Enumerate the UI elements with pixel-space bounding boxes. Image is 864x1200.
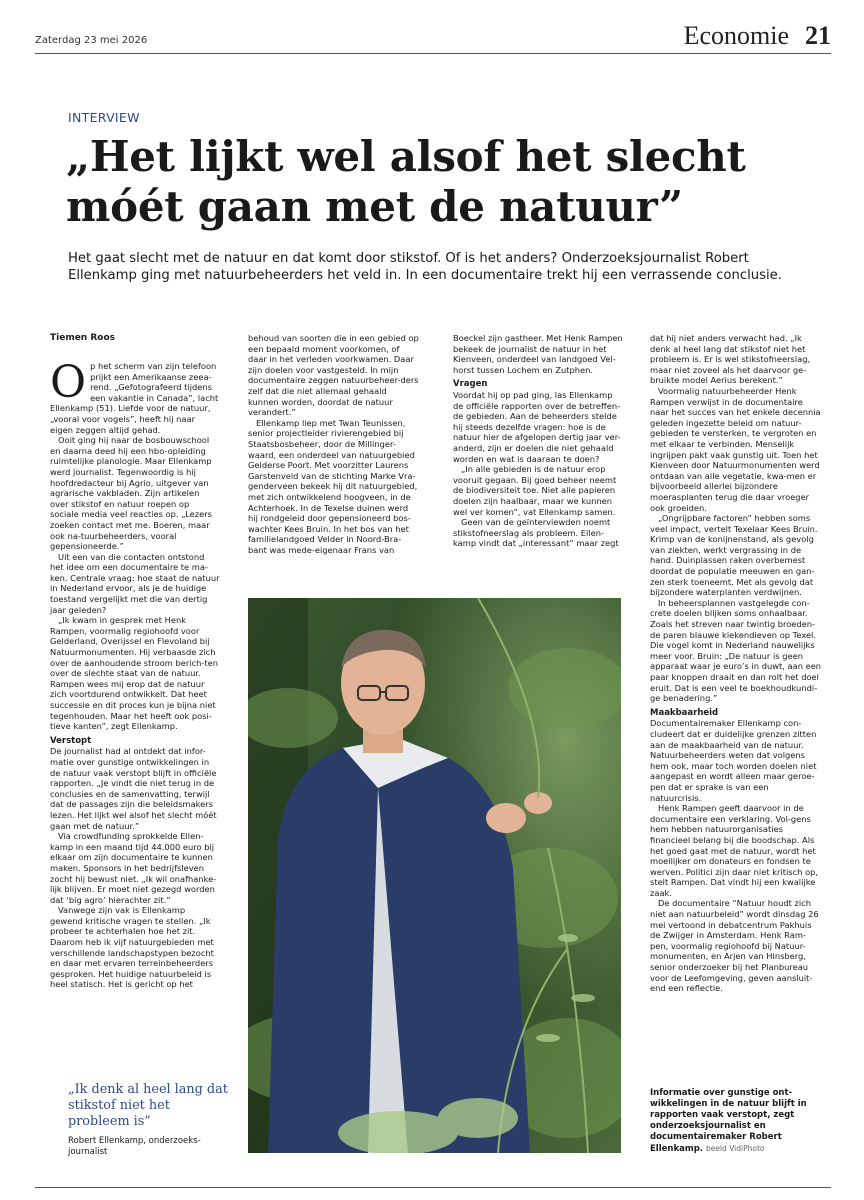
pull-quote-attribution: Robert Ellenkamp, onderzoeks-journalist	[68, 1136, 201, 1157]
paragraph: Ellenkamp liep met Twan Teunissen, senior projectleider rivierengebied bij Staatsbosbeheer, door de Millinger-waard, een onderdeel van natuurgebied Gelderse Poort. Met voorzitter Laurens Garstenveld van de stichting Marke Vra-genderveen bekeek hij dit natuurgebied, met zich ontwikkelend hoogveen, in de Achterhoek. In de Texelse duinen werd hij rondgeleid door gepensioneerd bos-wachter Kees Bruin. In het bos van het familielandgoed Velder in Noord-Bra-bant was mede-eigenaar Frans van	[248, 417, 418, 555]
paragraph: „Ik kwam in gesprek met Henk Rampen, voormalig regiohoofd voor Gelderland, Overijssel en Flevoland bij Natuurmonumenten. Hij verbaasde zich over de aanhoudende stroom berich-ten over de slechte staat van de natuur. Rampen wees mij erop dat de natuur zich voortdurend ontwikkelt. Dat heet successie en dit proces kun je bijna niet tegenhouden. Maar het heeft ook posi-tieve kanten”, zegt Ellenkamp.	[50, 615, 218, 732]
paragraph: Ooit ging hij naar de bosbouwschool en daarna deed hij een hbo-opleiding ruimtelijke planologie. Maar Ellenkamp werd journalist. Tegenwoordig is hij hoofdredacteur bij Agrio, uitgever van agrarische vakbladen. Zijn artikelen over stikstof en natuur roepen op sociale media veel reacties op. „Lezers zoeken contact met me. Boeren, maar ook na-tuurbeheerders, vooral gepensioneerde.”	[50, 435, 212, 552]
paragraph: In beheersplannen vastgelegde con-crete doelen blijken soms onhaalbaar. Zoals het streven naar twintig broeden-de paren blauwe kiekendieven op Texel. Die vogel komt in Nederland nauwelijks meer voor. Bruin: „De natuur is geen apparaat waar je euro’s in duwt, aan een paar knoppen draait en dan rolt het doel eruit. Dat is een veel te boekhoudkundi-ge benadering.”	[650, 597, 822, 704]
author-byline: Tiemen Roos	[50, 333, 116, 343]
bottom-rule	[35, 1187, 831, 1188]
subheading: Vragen	[453, 379, 488, 390]
photo-caption	[650, 1088, 822, 1155]
subheading: Maakbaarheid	[650, 707, 719, 718]
article-kicker: INTERVIEW	[68, 110, 140, 125]
paragraph: De documentaire “Natuur houdt zich niet aan natuurbeleid” wordt dinsdag 26 mei vertoond in debatcentrum Pakhuis de Zwijger in Amsterdam. Henk Ram-pen, voormalig regiohoofd bij Natuur-monumenten, en Arjen van Hinsberg, senior onderzoeker bij het Planbureau voor de Leefomgeving, geven aansluit-end een reflectie.	[650, 898, 819, 994]
drop-cap: O	[50, 357, 87, 408]
caption-text: Informatie over gunstige ont-wikkelingen in de natuur blijft in rapporten vaak verstopt, zegt onderzoeksjournalist en documentairemaker Robert Ellenkamp.	[650, 1088, 807, 1154]
paragraph: behoud van soorten die in een gebied op een bepaald moment voorkomen, of daar in het verleden voorkwamen. Daar zijn doelen voor vastgesteld. In mijn documentaire zeggen natuurbeheer-ders zelf dat die niet allemaal gehaald kunnen worden, doordat de natuur verandert.”	[248, 333, 419, 418]
text-column-2	[248, 333, 420, 555]
paragraph: „Ongrijpbare factoren” hebben soms veel impact, vertelt Texelaar Kees Bruin. Krimp van de konijnenstand, als gevolg van ziekten, werkt vergrassing in de hand. Duinplassen raken overbemest doordat de populatie meeuwen en gan-zen sterk toeneemt. Met als gevolg dat bijzondere waterplanten verdwijnen.	[650, 513, 818, 598]
paragraph: Voormalig natuurbeheerder Henk Rampen verwijst in de documentaire naar het succes van het enkele decennia geleden ingezette beleid om natuur-gebieden te versterken, te vergroten en met elkaar te verbinden. Menselijk ingrijpen pakt vaak gunstig uit. Toen het Kienveen door Natuurmonumenten werd ontdaan van alle vegetatie, kwa-men er bijvoorbeeld allerlei bijzondere moerasplanten terug die daar vroeger ook groeiden.	[650, 385, 821, 513]
photo-credit: beeld VidiPhoto	[705, 1144, 765, 1153]
masthead	[35, 18, 831, 54]
forest-portrait-illustration	[248, 598, 621, 1153]
text-column-1	[50, 357, 220, 990]
paragraph: Op het scherm van zijn telefoon prijkt een Amerikaanse zeea-rend. „Gefotografeerd tijdens een vakantie in Canada”, lacht Ellenkamp (51). Liefde voor de natuur, „vooral voor vogels”, heeft hij naar eigen zeggen altijd gehad.	[50, 357, 219, 435]
paragraph: Vanwege zijn vak is Ellenkamp gewend kritische vragen te stellen. „Ik probeer te achterhalen hoe het zit. Daarom heb ik vijf natuurgebieden met verschillende landschapstypen bezocht en daar met ervaren terreinbeheerders gesproken. Het huidige natuurbeleid is heel statisch. Het is gericht op het	[50, 905, 214, 990]
article-lead: Het gaat slecht met de natuur en dat komt door stikstof. Of is het anders? Onderzoeksjournalist Robert Ellenkamp ging met natuurbeheerders het veld in. In een documentaire trekt hij een verrassende conclusie.	[68, 251, 782, 283]
article-headline: „Het lijkt wel alsof het slecht móét gaan met de natuur”	[66, 132, 746, 231]
text-column-4	[650, 333, 822, 994]
paragraph: Voordat hij op pad ging, las Ellenkamp de officiële rapporten over de betreffen-de gebieden. Aan de beheerders stelde hij steeds dezelfde vragen: hoe is de natuur hier de afgelopen dertig jaar ver-anderd, zijn er doelen die niet gehaald worden en wat is daaraan te doen?	[453, 389, 621, 464]
paragraph: Via crowdfunding sprokkelde Ellen-kamp in een maand tijd 44.000 euro bij elkaar om zijn documentaire te kunnen maken. Sponsors in het bedrijfsleven zocht hij bewust niet. „Ik wil onafhanke-lijk blijven. Er moet niet gezegd worden dat ‘big agro’ hierachter zit.”	[50, 831, 217, 905]
paragraph: Uit een van die contacten ontstond het idee om een documentaire te ma-ken. Centrale vraag: hoe staat de natuur in Nederland ervoor, als je de huidige toestand vergelijkt met die van dertig jaar geleden?	[50, 551, 220, 615]
text-column-3	[453, 333, 623, 549]
subheading: Verstopt	[50, 735, 92, 746]
paragraph: Documentairemaker Ellenkamp con-cludeert dat er duidelijke grenzen zitten aan de maakbaarheid van de natuur. Natuurbeheerders weten dat volgens hem ook, maar toch worden doelen niet aangepast en wordt alleen maar geroe-pen dat er sprake is van een natuurcrisis.	[650, 718, 817, 803]
article-photo	[248, 598, 621, 1153]
paragraph: Henk Rampen geeft daarvoor in de documentaire een verklaring. Vol-gens hem hebben natuurorganisaties financieel belang bij die boodschap. Als het goed gaat met de natuur, wordt het moeilijker om donateurs en fondsen te werven. Politici zijn daar niet kritisch op, stelt Rampen. Dat vindt hij een kwalijke zaak.	[650, 803, 819, 898]
page-number: 21	[805, 21, 831, 50]
paragraph: „In alle gebieden is de natuur erop vooruit gegaan. Bij goed beheer neemt de biodiversiteit toe. Niet alle papieren doelen zijn haalbaar, maar we kunnen wel ver komen”, vat Ellenkamp samen.	[453, 464, 617, 517]
paragraph: dat hij niet anders verwacht had. „Ik denk al heel lang dat stikstof niet het probleem is. Er is wel stikstofneerslag, maar niet zoveel als het daarvoor ge-bruikte model Aerius berekent.”	[650, 333, 811, 386]
pull-quote: „Ik denk al heel lang dat stikstof niet het probleem is”	[68, 1082, 228, 1129]
issue-date: Zaterdag 23 mei 2026	[35, 35, 148, 46]
paragraph: Boeckel zijn gastheer. Met Henk Rampen bekeek de journalist de natuur in het Kienveen, onderdeel van landgoed Vel-horst tussen Lochem en Zutphen.	[453, 333, 623, 375]
paragraph: De journalist had al ontdekt dat infor-matie over gunstige ontwikkelingen in de natuur vaak verstopt blijft in officiële rapporten. „Je vindt die niet terug in de conclusies en de samenvatting, terwijl dat de passages zijn die beleidsmakers lezen. Het lijkt wel alsof het slecht móét gaan met de natuur.”	[50, 746, 217, 831]
paragraph: Geen van de geïnterviewden noemt stikstofneerslag als probleem. Ellen-kamp vindt dat „interessant” maar zegt	[453, 517, 619, 549]
section-name: Economie	[683, 21, 789, 50]
